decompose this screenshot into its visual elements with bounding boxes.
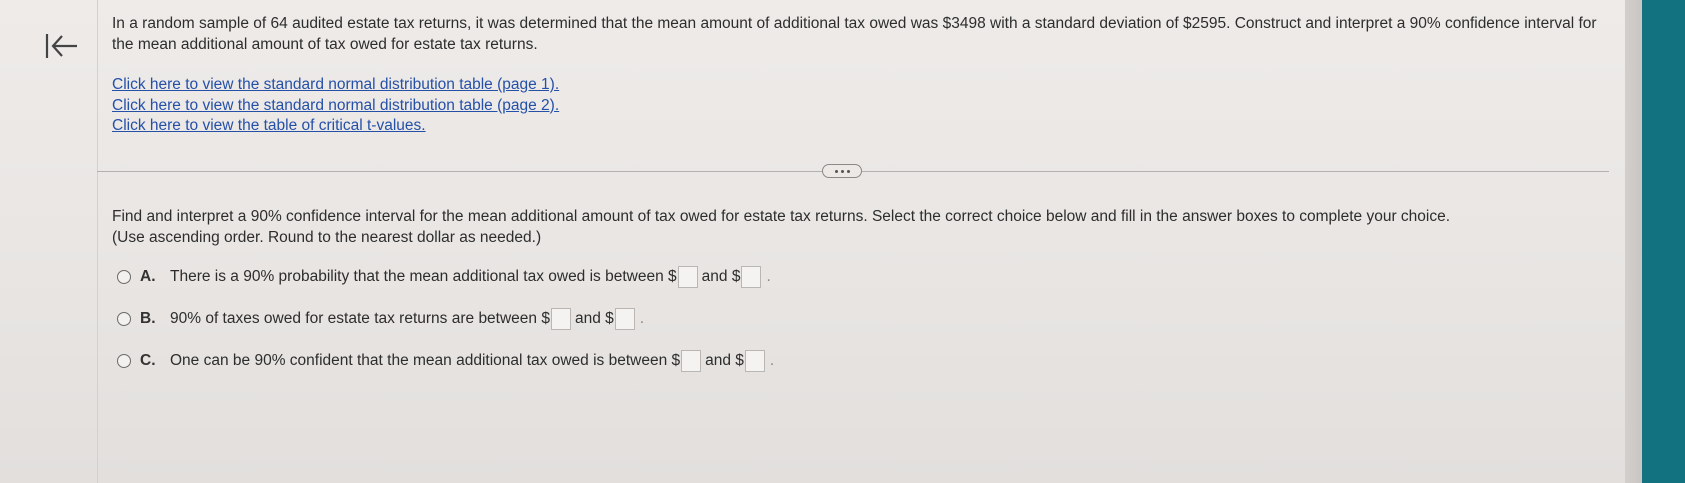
- upper-bound-input[interactable]: [741, 266, 761, 288]
- choice-text: There is a 90% probability that the mean additional tax owed is between $: [170, 268, 677, 285]
- dot-icon: [847, 170, 850, 173]
- instructions: [112, 206, 1612, 248]
- choice-end: .: [769, 352, 775, 369]
- dot-icon: [841, 170, 844, 173]
- choice-letter: A.: [140, 268, 156, 285]
- lower-bound-input[interactable]: [551, 308, 571, 330]
- link-normal-table-page-1[interactable]: Click here to view the standard normal distribution table (page 1).: [112, 76, 560, 93]
- resource-links: [112, 75, 559, 137]
- lower-bound-input[interactable]: [681, 350, 701, 372]
- window-edge: [1625, 0, 1642, 483]
- lower-bound-input[interactable]: [678, 266, 698, 288]
- arrow-left-to-bar-icon[interactable]: [44, 30, 80, 62]
- choice-letter: B.: [140, 310, 156, 327]
- choice-end: .: [639, 310, 645, 327]
- link-critical-t-values[interactable]: Click here to view the table of critical t-values.: [112, 117, 426, 134]
- upper-bound-input[interactable]: [745, 350, 765, 372]
- instructions-line-2: (Use ascending order. Round to the nearest dollar as needed.): [112, 229, 542, 246]
- choice-end: .: [766, 268, 771, 285]
- question-text: In a random sample of 64 audited estate tax returns, it was determined that the mean amount of additional tax owed was $3498 with a standard deviation of $2595. Construct and interpret a 90% confidence interval for the mean additional amount of tax owed for estate tax returns.: [112, 15, 1597, 53]
- choice-letter: C.: [140, 352, 156, 369]
- choice-text: 90% of taxes owed for estate tax returns are between $: [170, 310, 550, 327]
- expand-more-button[interactable]: [822, 164, 862, 178]
- upper-bound-input[interactable]: [615, 308, 635, 330]
- choice-c-radio[interactable]: [117, 354, 131, 368]
- accent-bar: [1642, 0, 1685, 483]
- choice-text: One can be 90% confident that the mean additional tax owed is between $: [170, 352, 681, 369]
- choice-b-radio[interactable]: [117, 312, 131, 326]
- dot-icon: [835, 170, 838, 173]
- choice-joiner: and $: [705, 352, 744, 369]
- left-rail: [0, 0, 98, 483]
- section-divider: [97, 171, 822, 172]
- section-divider: [862, 171, 1609, 172]
- choice-b[interactable]: [117, 306, 644, 332]
- choice-a-radio[interactable]: [117, 270, 131, 284]
- choice-joiner: and $: [701, 268, 741, 285]
- choice-a[interactable]: [117, 264, 771, 290]
- choice-joiner: and $: [574, 310, 614, 327]
- link-normal-table-page-2[interactable]: Click here to view the standard normal distribution table (page 2).: [112, 96, 560, 114]
- choice-c[interactable]: [117, 348, 774, 374]
- instructions-line-1: Find and interpret a 90% confidence interval for the mean additional amount of tax owed for estate tax returns. Select the correct choice below and fill in the answer boxes to complete your choice.: [112, 208, 1451, 225]
